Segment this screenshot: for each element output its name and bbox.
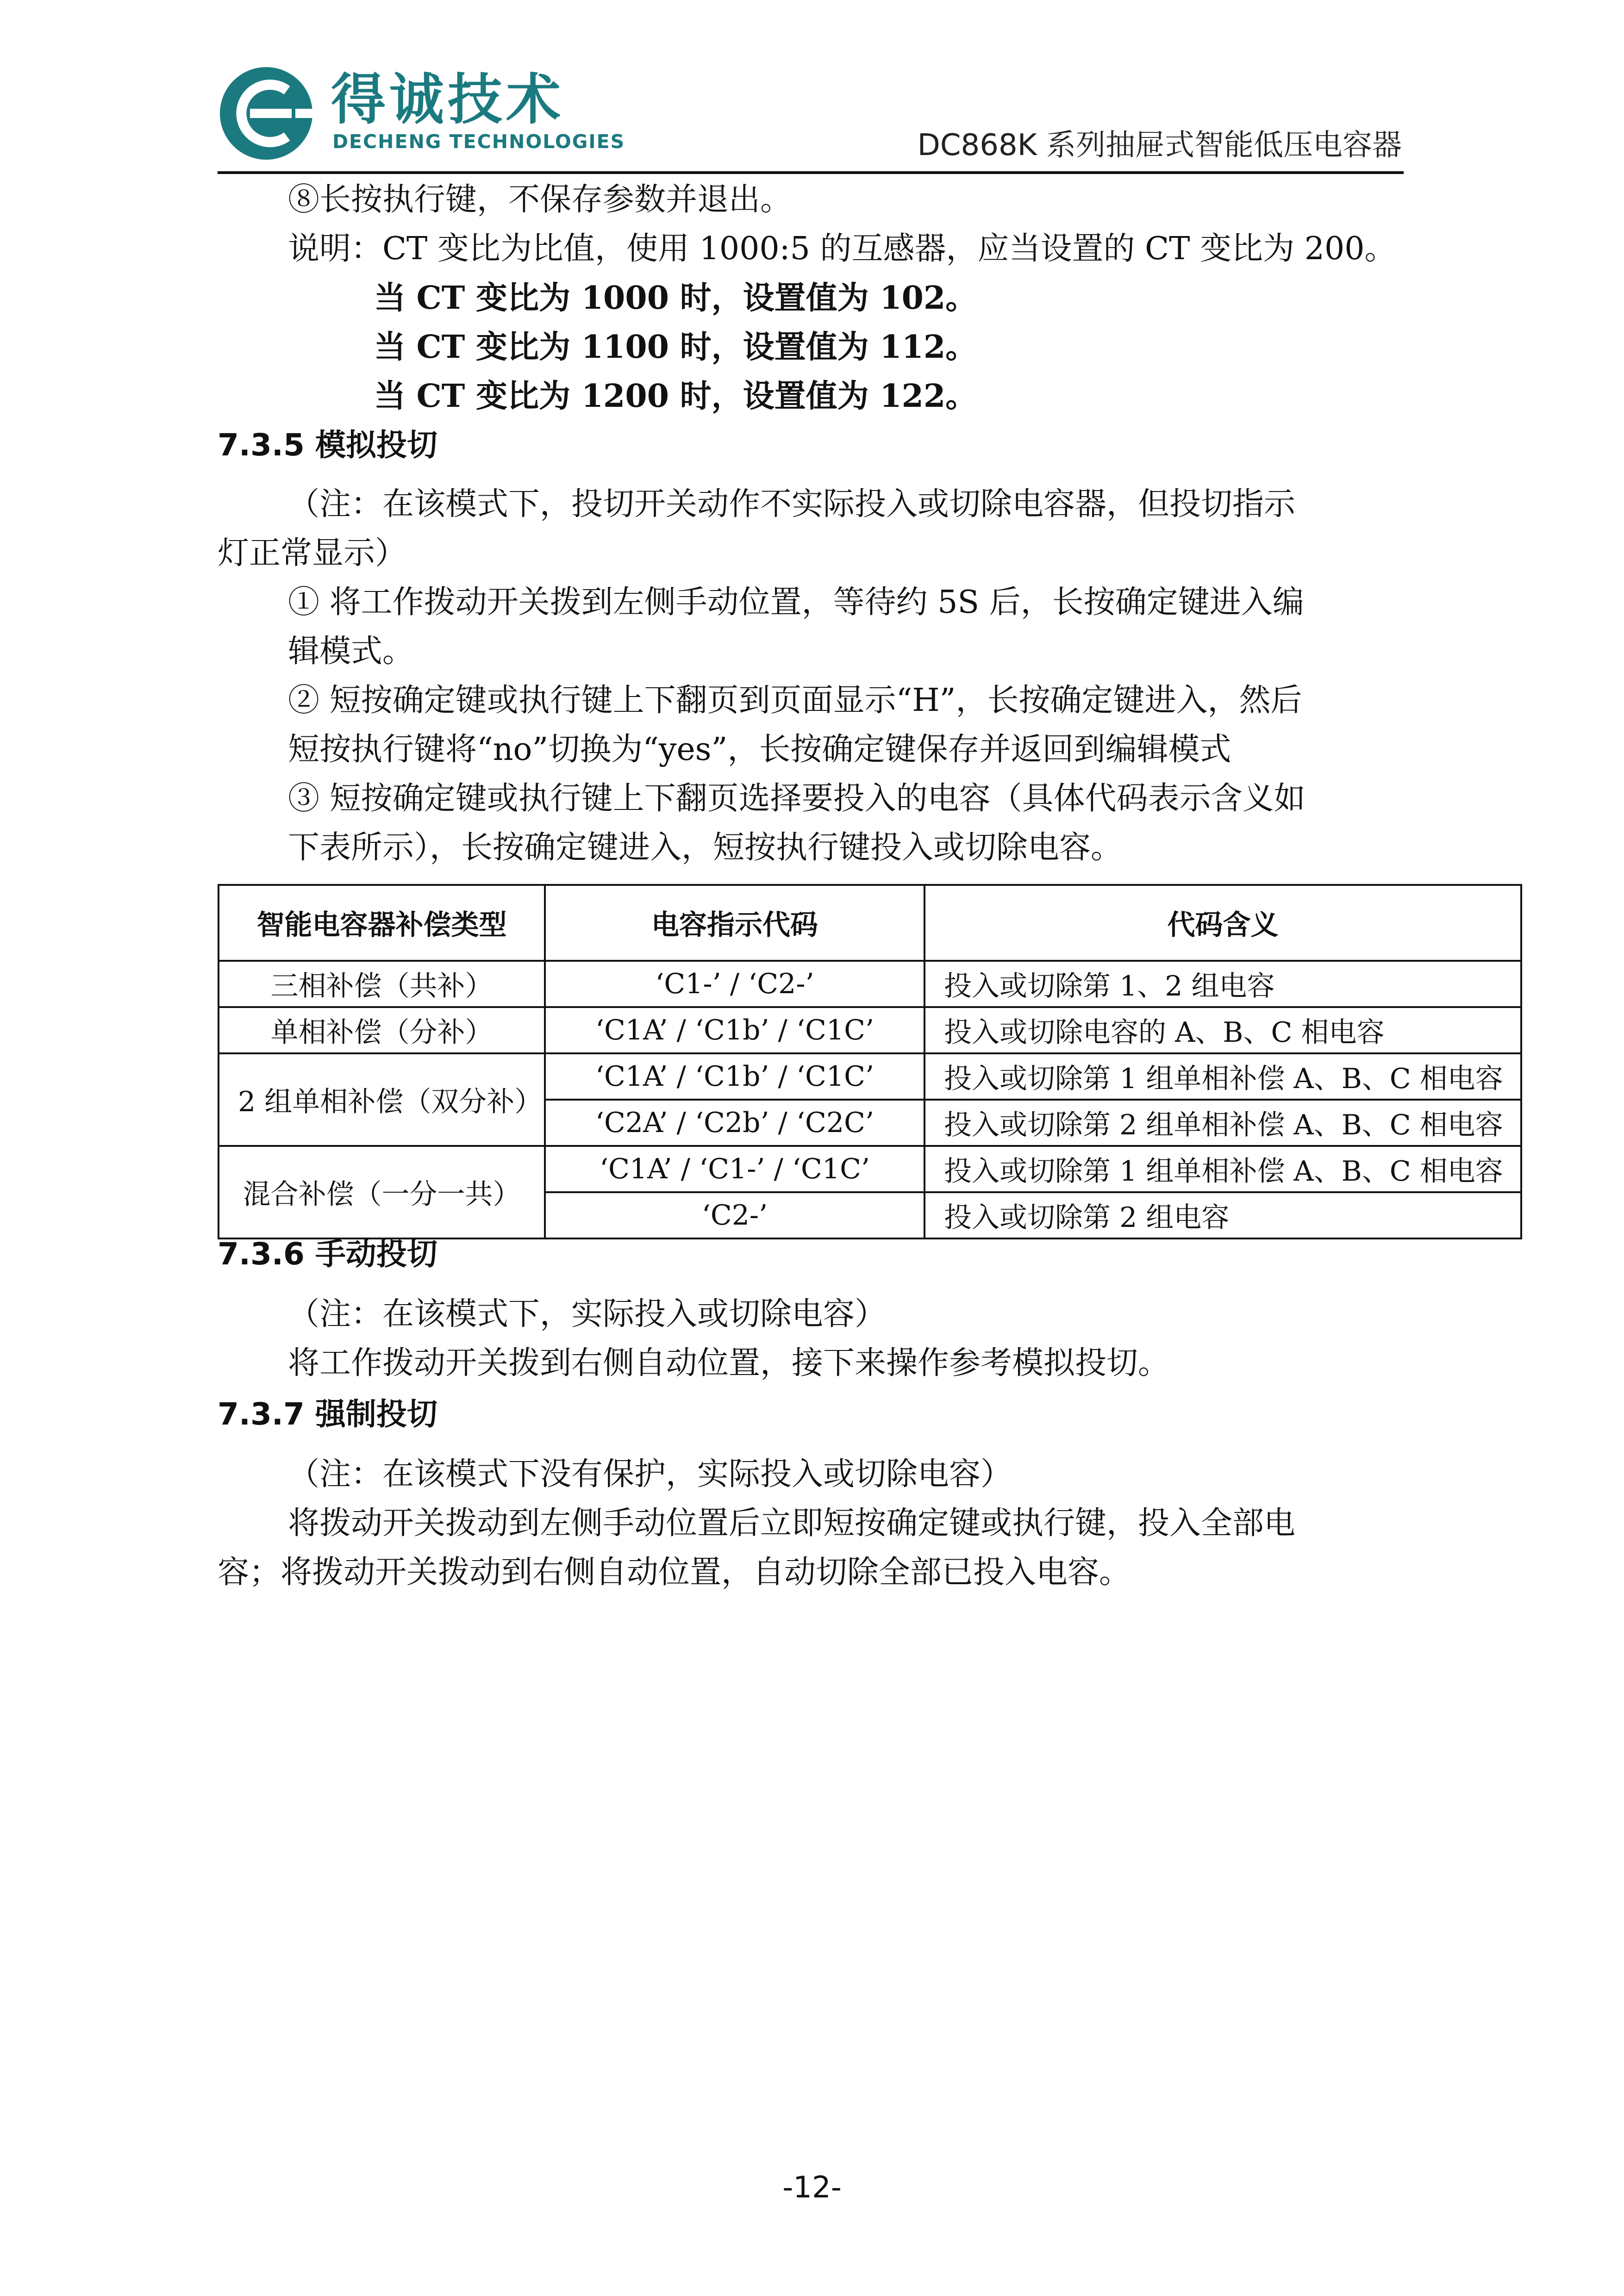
decheng-logo-icon bbox=[218, 65, 315, 162]
paragraph-note-manual: （注：在该模式下，实际投入或切除电容） bbox=[288, 1296, 887, 1332]
paragraph-step-1b: 辑模式。 bbox=[288, 633, 414, 670]
section-heading-7-3-5: 7.3.5 模拟投切 bbox=[218, 427, 437, 463]
paragraph-note-ct: 说明：CT 变比为比值，使用 1000:5 的互感器，应当设置的 CT 变比为 200。 bbox=[288, 230, 1396, 267]
section-heading-7-3-7: 7.3.7 强制投切 bbox=[218, 1396, 437, 1432]
paragraph-note-force: （注：在该模式下没有保护，实际投入或切除电容） bbox=[288, 1456, 1012, 1493]
paragraph-step-1a: ① 将工作拨动开关拨到左侧手动位置，等待约 5S 后，长按确定键进入编 bbox=[288, 584, 1304, 621]
table-header-meaning: 代码含义 bbox=[924, 885, 1521, 961]
table-cell-meaning: 投入或切除第 2 组单相补偿 A、B、C 相电容 bbox=[924, 1100, 1521, 1146]
brand-name-en: DECHENG TECHNOLOGIES bbox=[332, 131, 625, 153]
paragraph-manual-step: 将工作拨动开关拨到右侧自动位置，接下来操作参考模拟投切。 bbox=[288, 1345, 1170, 1381]
paragraph-force-2: 容；将拨动开关拨动到右侧自动位置，自动切除全部已投入电容。 bbox=[218, 1554, 1131, 1591]
table-cell-code: ‘C2-’ bbox=[545, 1192, 924, 1238]
paragraph-step-8: ⑧长按执行键，不保存参数并退出。 bbox=[288, 181, 792, 218]
paragraph-note-simulate-2: 灯正常显示） bbox=[218, 535, 407, 572]
table-cell-code: ‘C1A’ / ‘C1b’ / ‘C1C’ bbox=[545, 1007, 924, 1053]
table-cell-code: ‘C1A’ / ‘C1-’ / ‘C1C’ bbox=[545, 1146, 924, 1192]
table-cell-meaning: 投入或切除电容的 A、B、C 相电容 bbox=[924, 1007, 1521, 1053]
table-header-type: 智能电容器补偿类型 bbox=[219, 885, 545, 961]
table-cell-meaning: 投入或切除第 1 组单相补偿 A、B、C 相电容 bbox=[924, 1146, 1521, 1192]
table-row bbox=[219, 1146, 1521, 1192]
paragraph-ct-1200: 当 CT 变比为 1200 时，设置值为 122。 bbox=[374, 378, 977, 415]
table-row bbox=[219, 961, 1521, 1007]
table-cell-type: 三相补偿（共补） bbox=[219, 961, 545, 1007]
paragraph-note-simulate-1: （注：在该模式下，投切开关动作不实际投入或切除电容器，但投切指示 bbox=[288, 486, 1296, 523]
table-header-row bbox=[219, 885, 1521, 961]
table-cell-code: ‘C1A’ / ‘C1b’ / ‘C1C’ bbox=[545, 1053, 924, 1100]
table-cell-type: 混合补偿（一分一共） bbox=[219, 1146, 545, 1238]
paragraph-step-2b: 短按执行键将“no”切换为“yes”，长按确定键保存并返回到编辑模式 bbox=[288, 731, 1231, 768]
table-row bbox=[219, 1053, 1521, 1100]
section-heading-7-3-6: 7.3.6 手动投切 bbox=[218, 1236, 437, 1272]
capacitor-code-table bbox=[218, 884, 1522, 1239]
paragraph-step-2a: ② 短按确定键或执行键上下翻页到页面显示“H”，长按确定键进入，然后 bbox=[288, 682, 1302, 719]
page-number: -12- bbox=[782, 2171, 842, 2205]
table-row bbox=[219, 1007, 1521, 1053]
table-cell-type: 单相补偿（分补） bbox=[219, 1007, 545, 1053]
table-cell-meaning: 投入或切除第 1 组单相补偿 A、B、C 相电容 bbox=[924, 1053, 1521, 1100]
table-cell-meaning: 投入或切除第 1、2 组电容 bbox=[924, 961, 1521, 1007]
brand-name-cn: 得诚技术 bbox=[331, 68, 565, 131]
paragraph-ct-1000: 当 CT 变比为 1000 时，设置值为 102。 bbox=[374, 280, 977, 317]
table-cell-meaning: 投入或切除第 2 组电容 bbox=[924, 1192, 1521, 1238]
paragraph-force-1: 将拨动开关拨动到左侧手动位置后立即短按确定键或执行键，投入全部电 bbox=[288, 1505, 1296, 1542]
paragraph-ct-1100: 当 CT 变比为 1100 时，设置值为 112。 bbox=[374, 329, 977, 366]
header-divider bbox=[218, 171, 1404, 174]
table-header-code: 电容指示代码 bbox=[545, 885, 924, 961]
table-cell-code: ‘C1-’ / ‘C2-’ bbox=[545, 961, 924, 1007]
paragraph-step-3a: ③ 短按确定键或执行键上下翻页选择要投入的电容（具体代码表示含义如 bbox=[288, 780, 1305, 817]
table-cell-code: ‘C2A’ / ‘C2b’ / ‘C2C’ bbox=[545, 1100, 924, 1146]
document-title: DC868K 系列抽屉式智能低压电容器 bbox=[917, 128, 1402, 162]
table-cell-type: 2 组单相补偿（双分补） bbox=[219, 1053, 545, 1146]
paragraph-step-3b: 下表所示），长按确定键进入，短按执行键投入或切除电容。 bbox=[288, 829, 1123, 866]
